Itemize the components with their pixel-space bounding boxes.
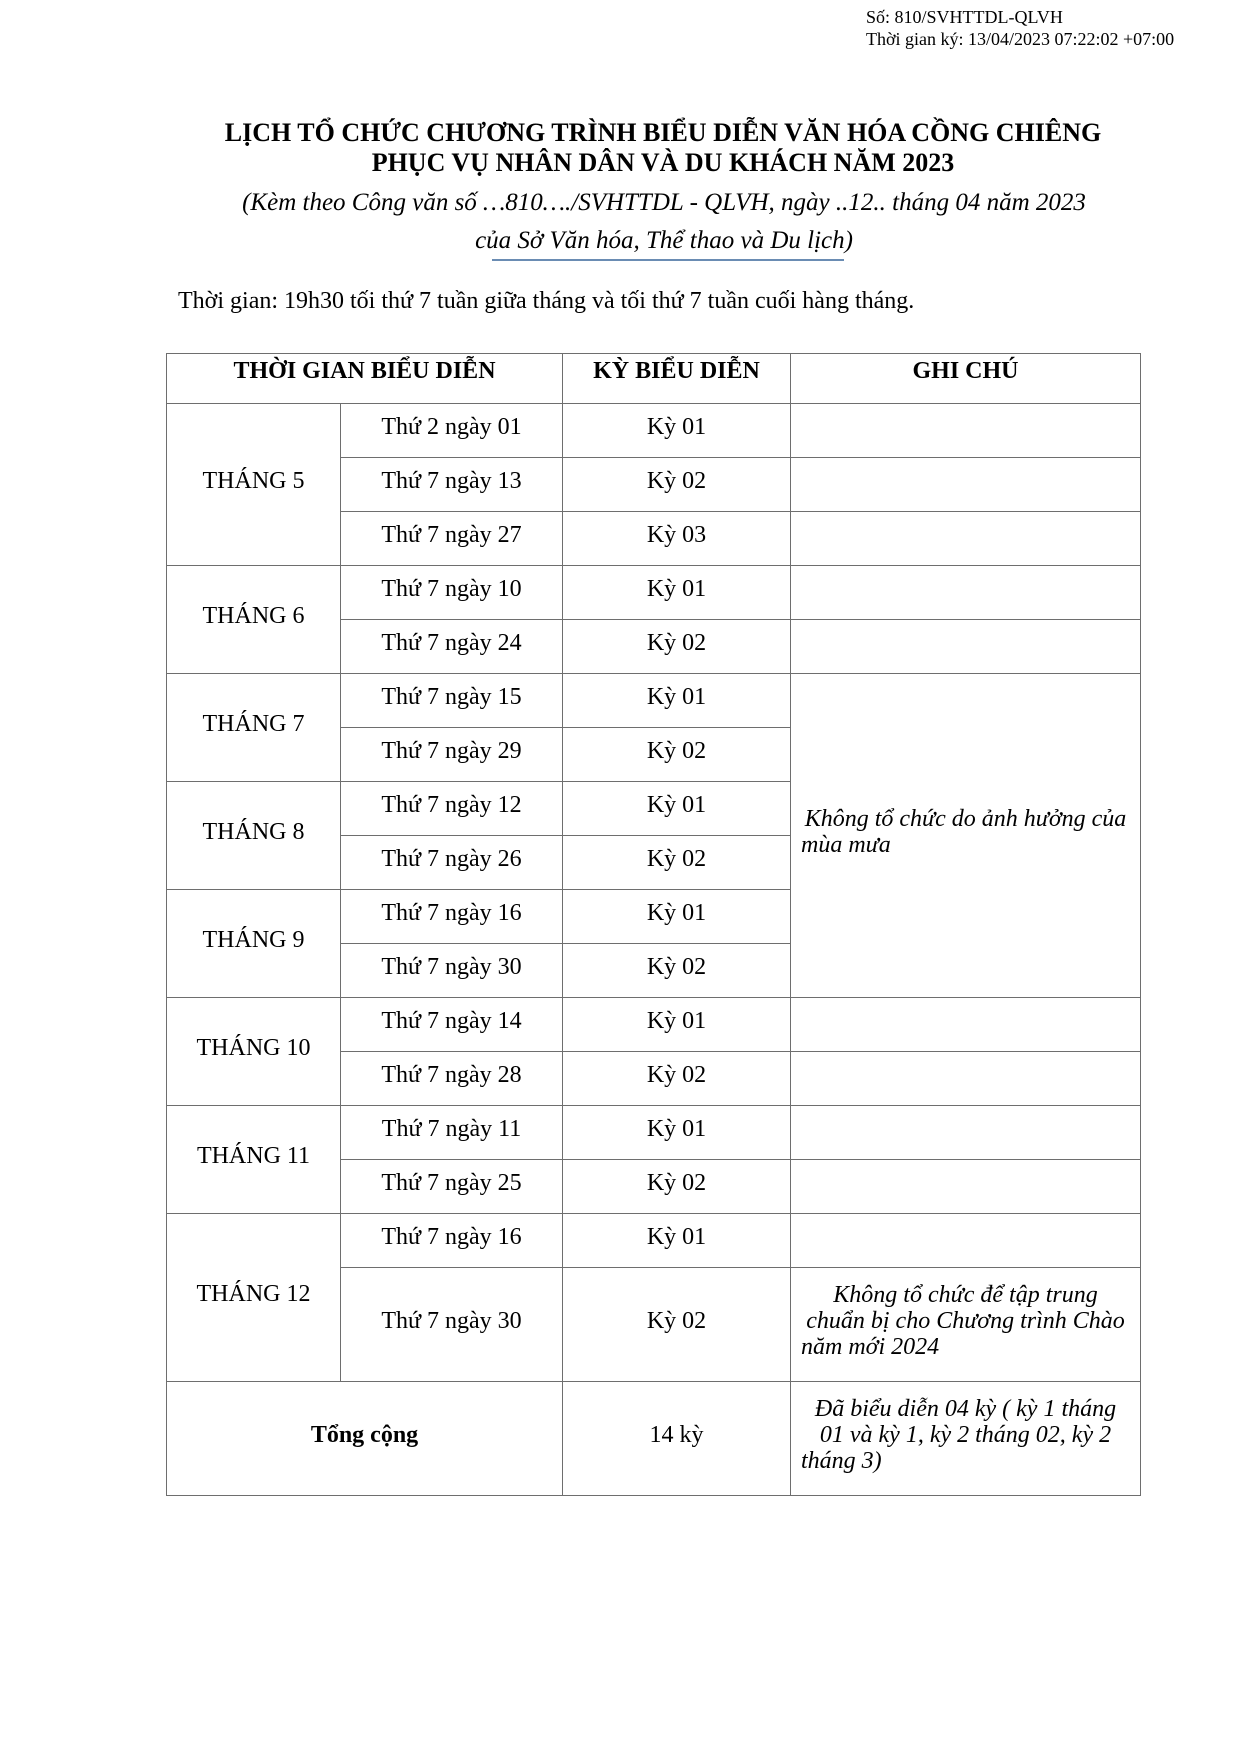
date-cell: Thứ 7 ngày 15: [341, 674, 563, 728]
session-cell: Kỳ 01: [563, 890, 791, 944]
title-line-1: LỊCH TỔ CHỨC CHƯƠNG TRÌNH BIỂU DIỄN VĂN HÓA CỒNG CHIÊNG: [224, 118, 1102, 147]
date-cell: Thứ 7 ngày 24: [341, 620, 563, 674]
note-cell: [791, 1106, 1141, 1160]
date-cell: Thứ 7 ngày 30: [341, 1268, 563, 1382]
note-cell: [791, 1052, 1141, 1106]
total-sessions: 14 kỳ: [563, 1382, 791, 1496]
table-row: [167, 674, 1141, 728]
session-cell: Kỳ 03: [563, 512, 791, 566]
session-cell: Kỳ 02: [563, 458, 791, 512]
date-cell: Thứ 7 ngày 28: [341, 1052, 563, 1106]
session-cell: Kỳ 01: [563, 782, 791, 836]
subtitle-underline: [492, 259, 844, 261]
title-line-2: PHỤC VỤ NHÂN DÂN VÀ DU KHÁCH NĂM 2023: [371, 148, 955, 177]
session-cell: Kỳ 02: [563, 944, 791, 998]
session-cell: Kỳ 02: [563, 728, 791, 782]
month-cell: THÁNG 8: [167, 782, 341, 890]
session-cell: Kỳ 02: [563, 1160, 791, 1214]
date-cell: Thứ 7 ngày 26: [341, 836, 563, 890]
date-cell: Thứ 7 ngày 16: [341, 890, 563, 944]
header-session: KỲ BIỂU DIỄN: [563, 354, 791, 404]
month-cell: THÁNG 11: [167, 1106, 341, 1214]
subtitle-line-1: (Kèm theo Công văn số …810…./SVHTTDL - QLVH, ngày ..12.. tháng 04 năm 2023: [242, 189, 1086, 216]
date-cell: Thứ 7 ngày 14: [341, 998, 563, 1052]
session-cell: Kỳ 02: [563, 1052, 791, 1106]
session-cell: Kỳ 02: [563, 1268, 791, 1382]
session-cell: Kỳ 01: [563, 1214, 791, 1268]
session-cell: Kỳ 02: [563, 836, 791, 890]
total-label: Tổng cộng: [167, 1382, 563, 1496]
digital-signature-block: [866, 6, 1174, 50]
date-cell: Thứ 7 ngày 13: [341, 458, 563, 512]
date-cell: Thứ 7 ngày 11: [341, 1106, 563, 1160]
total-row: [167, 1382, 1141, 1496]
note-cell: [791, 458, 1141, 512]
date-cell: Thứ 7 ngày 16: [341, 1214, 563, 1268]
table-header-row: [167, 354, 1141, 404]
table-row: [167, 566, 1141, 620]
month-cell: THÁNG 10: [167, 998, 341, 1106]
date-cell: Thứ 2 ngày 01: [341, 404, 563, 458]
schedule-table: [166, 353, 1141, 1496]
session-cell: Kỳ 02: [563, 620, 791, 674]
date-cell: Thứ 7 ngày 12: [341, 782, 563, 836]
subtitle-line-2: của Sở Văn hóa, Thể thao và Du lịch): [475, 227, 853, 254]
table-row: [167, 1106, 1141, 1160]
merged-note-rainy-season: Không tổ chức do ảnh hưởng của mùa mưa: [791, 674, 1141, 998]
note-cell: [791, 512, 1141, 566]
month-cell: THÁNG 5: [167, 404, 341, 566]
month-cell: THÁNG 6: [167, 566, 341, 674]
date-cell: Thứ 7 ngày 27: [341, 512, 563, 566]
note-cell: [791, 998, 1141, 1052]
month-cell: THÁNG 9: [167, 890, 341, 998]
note-cell: [791, 566, 1141, 620]
date-cell: Thứ 7 ngày 25: [341, 1160, 563, 1214]
note-cell: [791, 1214, 1141, 1268]
note-cell: [791, 1160, 1141, 1214]
table-row: [167, 998, 1141, 1052]
table-row: [167, 1214, 1141, 1268]
session-cell: Kỳ 01: [563, 566, 791, 620]
note-cell: [791, 404, 1141, 458]
schedule-time-text: Thời gian: 19h30 tối thứ 7 tuần giữa tháng và tối thứ 7 tuần cuối hàng tháng.: [178, 288, 915, 314]
date-cell: Thứ 7 ngày 29: [341, 728, 563, 782]
header-performance-time: THỜI GIAN BIỂU DIỄN: [167, 354, 563, 404]
table-row: [167, 404, 1141, 458]
date-cell: Thứ 7 ngày 10: [341, 566, 563, 620]
signed-time: Thời gian ký: 13/04/2023 07:22:02 +07:00: [866, 29, 1175, 49]
note-cell: [791, 620, 1141, 674]
note-cell-new-year: Không tổ chức để tập trung chuẩn bị cho Chương trình Chào năm mới 2024: [791, 1268, 1141, 1382]
session-cell: Kỳ 01: [563, 1106, 791, 1160]
document-number: Số: 810/SVHTTDL-QLVH: [866, 7, 1063, 27]
document-subtitle: [0, 184, 1241, 260]
session-cell: Kỳ 01: [563, 404, 791, 458]
document-title: [0, 118, 1241, 178]
month-cell: THÁNG 12: [167, 1214, 341, 1382]
session-cell: Kỳ 01: [563, 998, 791, 1052]
session-cell: Kỳ 01: [563, 674, 791, 728]
date-cell: Thứ 7 ngày 30: [341, 944, 563, 998]
total-note: Đã biểu diễn 04 kỳ ( kỳ 1 tháng 01 và kỳ 1, kỳ 2 tháng 02, kỳ 2 tháng 3): [791, 1382, 1141, 1496]
month-cell: THÁNG 7: [167, 674, 341, 782]
header-notes: GHI CHÚ: [791, 354, 1141, 404]
